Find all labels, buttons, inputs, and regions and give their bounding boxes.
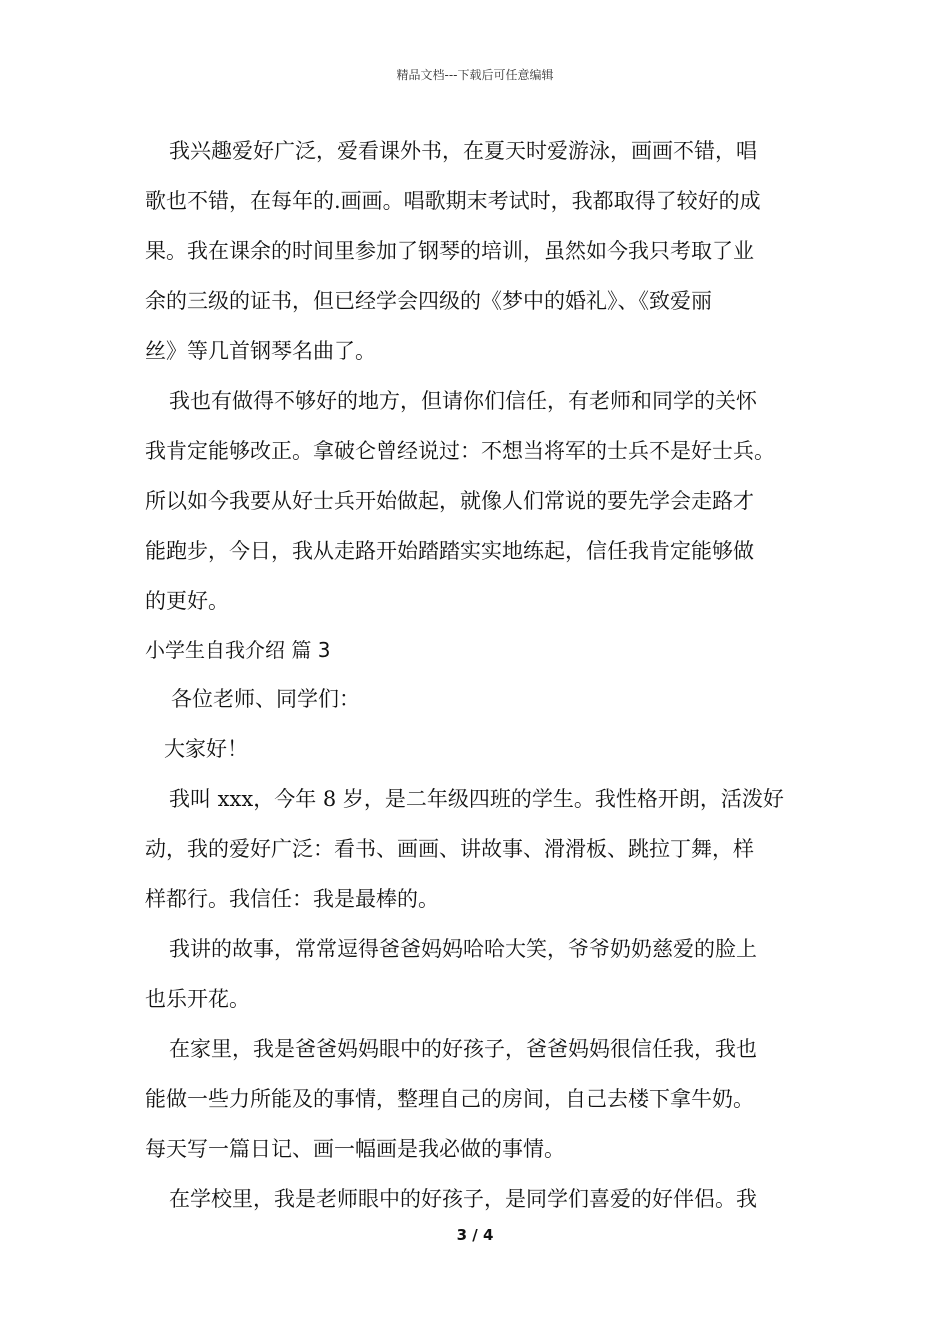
paragraph-line: 的更好。 [145,589,229,613]
paragraph-line: 余的三级的证书，但已经学会四级的《梦中的婚礼》、《致爱丽 [145,289,712,313]
paragraph-line: 在家里，我是爸爸妈妈眼中的好孩子，爸爸妈妈很信任我，我也 [169,1037,757,1061]
paragraph-line: 果。我在课余的时间里参加了钢琴的培训，虽然如今我只考取了业 [145,239,754,263]
paragraph-line: 样都行。我信任：我是最棒的。 [145,887,439,911]
paragraph-line: 在学校里，我是老师眼中的好孩子，是同学们喜爱的好伴侣。我 [169,1187,757,1211]
document-body [145,126,825,1224]
section-heading: 小学生自我介绍 篇 3 [145,638,331,662]
paragraph-line: 丝》等几首钢琴名曲了。 [145,339,376,363]
page-header: 精品文档---下载后可任意编辑 [396,68,554,82]
greeting-line: 各位老师、同学们： [171,687,360,711]
greeting-line: 大家好！ [164,737,248,761]
paragraph-line: 每天写一篇日记、画一幅画是我必做的事情。 [145,1137,565,1161]
paragraph-line: 也乐开花。 [145,987,250,1011]
paragraph-line: 能做一些力所能及的事情，整理自己的房间，自己去楼下拿牛奶。 [145,1087,754,1111]
paragraph-line: 歌也不错，在每年的.画画。唱歌期末考试时，我都取得了较好的成 [145,189,761,213]
paragraph-line: 动，我的爱好广泛：看书、画画、讲故事、滑滑板、跳拉丁舞，样 [145,837,754,861]
paragraph-line: 能跑步，今日，我从走路开始踏踏实实地练起，信任我肯定能够做 [145,539,754,563]
page-number: 3 / 4 [456,1226,494,1244]
paragraph-line: 我兴趣爱好广泛，爱看课外书，在夏天时爱游泳，画画不错，唱 [169,139,757,163]
paragraph-line: 所以如今我要从好士兵开始做起，就像人们常说的要先学会走路才 [145,489,754,513]
paragraph-line: 我叫 xxx，今年 8 岁，是二年级四班的学生。我性格开朗，活泼好 [169,787,784,811]
paragraph-line: 我也有做得不够好的地方，但请你们信任，有老师和同学的关怀 [169,389,757,413]
paragraph-line: 我讲的故事，常常逗得爸爸妈妈哈哈大笑，爷爷奶奶慈爱的脸上 [169,937,757,961]
paragraph-line: 我肯定能够改正。拿破仑曾经说过：不想当将军的士兵不是好士兵。 [145,439,775,463]
